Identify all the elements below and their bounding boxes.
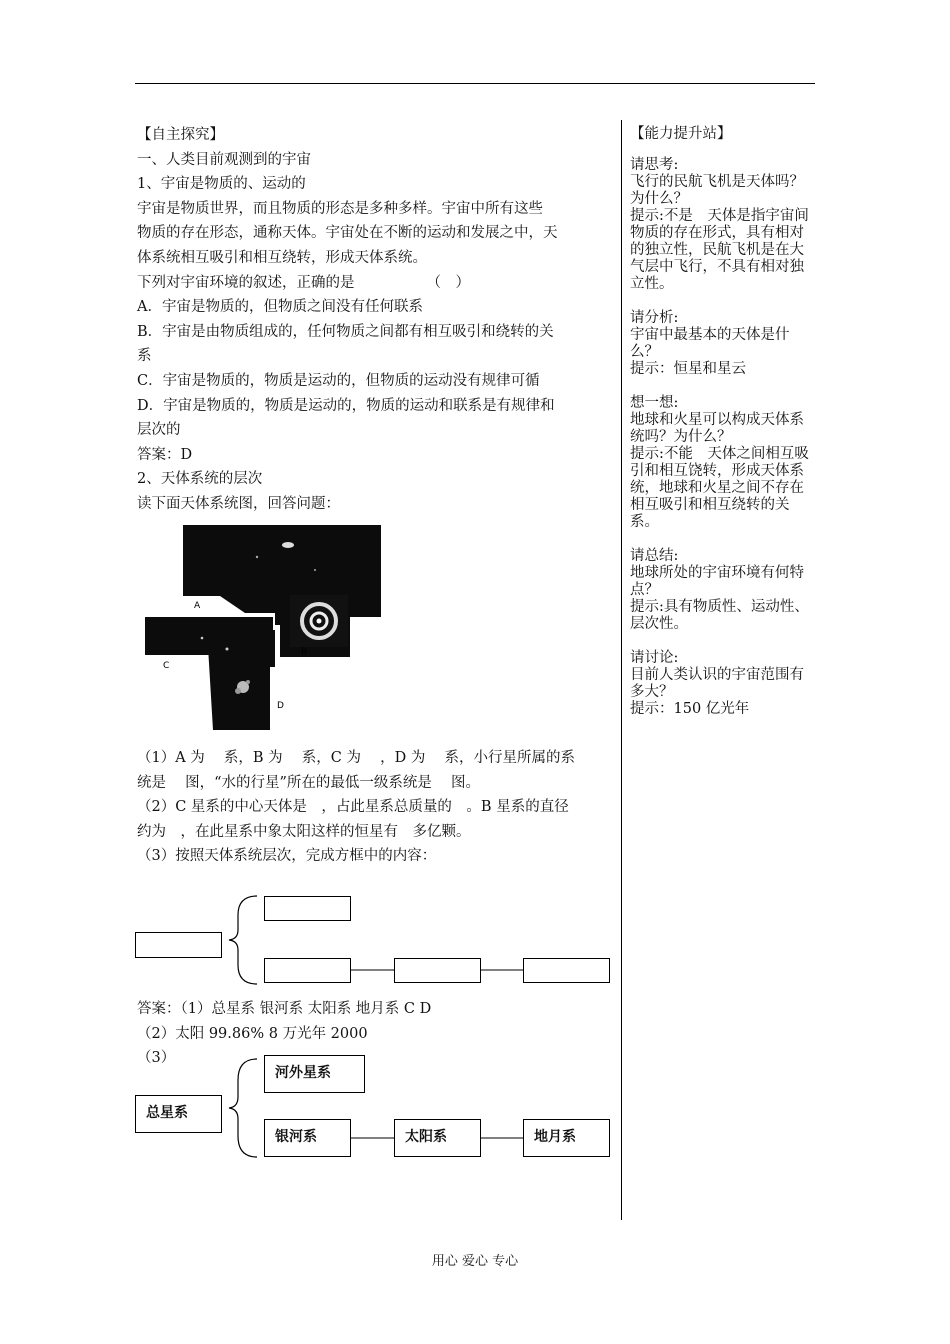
read-prompt: 读下面天体系统图，回答问题： (137, 495, 340, 512)
paragraph-line: 物质的存在形态，通称天体。宇宙处在不断的运动和发展之中，天 (137, 225, 558, 242)
side-title: 请思考: (630, 157, 679, 173)
side-question: 地球和火星可以构成天体系统吗？为什么？ (630, 412, 804, 445)
blank-top-box[interactable] (264, 896, 351, 921)
answer-hierarchy-diagram (135, 1053, 615, 1163)
blank-box-2[interactable] (394, 958, 481, 983)
subsection-title: 1、宇宙是物质的、运动的 (137, 176, 306, 193)
paragraph-line: 体系统相互吸引和相互绕转，形成天体系统。 (137, 249, 427, 266)
question-2-cont: 约为 ，在此星系中象太阳这样的恒星有 多亿颗。 (137, 823, 471, 840)
blank-box-3[interactable] (523, 958, 610, 983)
panel-d (207, 630, 275, 730)
option-d-cont: 层次的 (137, 422, 181, 439)
label-a: A (194, 601, 201, 611)
column-divider (621, 120, 622, 1220)
side-title: 想一想: (630, 395, 679, 411)
main-column (137, 123, 612, 517)
side-hint: 提示:具有物质性、运动性、层次性。 (630, 599, 809, 632)
label-d: D (277, 701, 284, 711)
side-heading: 【能力提升站】 (630, 126, 732, 142)
question-1: （1）A 为 系，B 为 系，C 为 ，D 为 系，小行星所属的系 (137, 750, 575, 766)
side-section-discuss (630, 650, 810, 718)
option-a: A．宇宙是物质的，但物质之间没有任何联系 (137, 299, 423, 316)
question-3: （3）按照天体系统层次，完成方框中的内容： (137, 848, 437, 865)
answer-2: （2）太阳 99.86% 8 万光年 2000 (137, 1025, 368, 1042)
paragraph-line: 宇宙是物质世界，而且物质的形态是多种多样。宇宙中所有这些 (137, 200, 543, 217)
label-b: B (301, 647, 308, 657)
box-solar-system: 太阳系 (394, 1119, 481, 1157)
answer-3: （3） (137, 1050, 176, 1067)
question-1-cont: 统是 图，“水的行星”所在的最低一级系统是 图。 (137, 774, 481, 791)
side-column (630, 123, 810, 735)
blank-box-1[interactable] (264, 958, 351, 983)
side-title: 请总结: (630, 548, 679, 564)
blank-hierarchy-diagram (135, 890, 615, 990)
page-footer: 用心 爱心 专心 (431, 1254, 519, 1269)
side-question: 飞行的民航飞机是天体吗？为什么？ (630, 174, 804, 207)
side-title: 请讨论: (630, 650, 679, 666)
questions-block (137, 746, 612, 869)
side-hint: 提示：150 亿光年 (630, 701, 750, 717)
side-hint: 提示：恒星和星云 (630, 361, 746, 377)
option-d: D．宇宙是物质的，物质是运动的，物质的运动和联系是有规律和 (137, 397, 555, 414)
label-c: C (163, 661, 170, 671)
subsection-title: 2、天体系统的层次 (137, 471, 263, 488)
root-box-total-galaxy: 总星系 (135, 1095, 222, 1133)
answer-text: 答案：D (137, 446, 193, 463)
box-milky-way: 银河系 (264, 1119, 351, 1157)
side-section-consider (630, 395, 810, 531)
section-title: 一、人类目前观测到的宇宙 (137, 151, 311, 168)
side-question: 地球所处的宇宙环境有何特点？ (630, 565, 804, 598)
box-extragalactic: 河外星系 (264, 1055, 365, 1093)
option-c: C．宇宙是物质的，物质是运动的，但物质的运动没有规律可循 (137, 372, 540, 389)
side-hint: 提示:不能 天体之间相互吸引和相互饶转，形成天体系统，地球和火星之间不存在相互吸引和相互绕转的关系。 (630, 446, 809, 530)
celestial-system-figure (145, 525, 385, 733)
option-b: B．宇宙是由物质组成的，任何物质之间都有相互吸引和绕转的关 (137, 323, 554, 340)
box-earth-moon: 地月系 (523, 1119, 610, 1157)
question-2: （2）C 星系的中心天体是 ，占此星系总质量的 。B 星系的直径 (137, 799, 569, 816)
section-heading: 【自主探究】 (137, 127, 224, 143)
question-text: 下列对宇宙环境的叙述，正确的是 （ ） (137, 274, 470, 291)
side-hint: 提示:不是 天体是指宇宙间物质的存在形式，具有相对的独立性，民航飞机是在大气层中飞行，不具有相对独立性。 (630, 208, 809, 292)
side-title: 请分析: (630, 310, 679, 326)
answer-paren: （ ） (426, 274, 470, 291)
side-section-summarize (630, 548, 810, 633)
side-section-think (630, 157, 810, 293)
top-rule (135, 83, 815, 84)
option-b-cont: 系 (137, 348, 152, 365)
side-question: 宇宙中最基本的天体是什么？ (630, 327, 790, 360)
side-question: 目前人类认识的宇宙范围有多大？ (630, 667, 804, 700)
panel-a (183, 525, 381, 596)
answer-1: 答案：（1）总星系 银河系 太阳系 地月系 C D (137, 1001, 432, 1017)
side-section-analyze (630, 310, 810, 378)
